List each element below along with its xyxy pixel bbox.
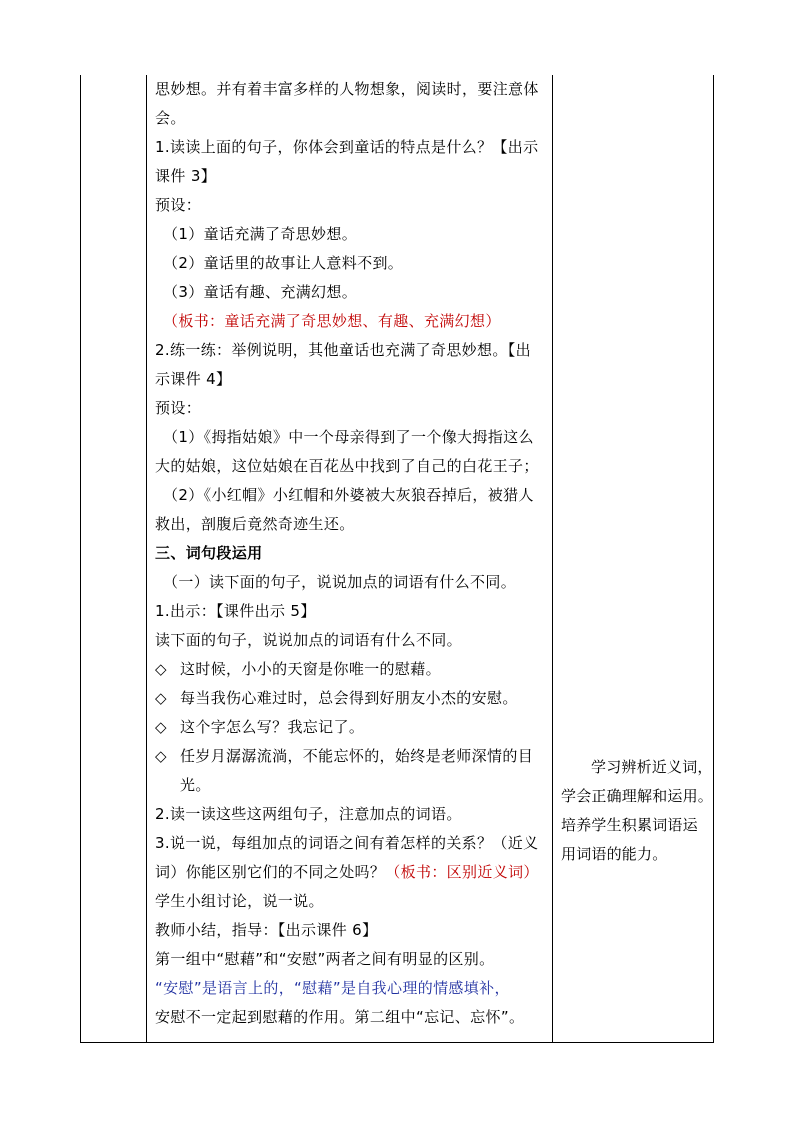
bullet-text: 这个字怎么写？我忘记了。 xyxy=(180,718,365,736)
text-line: 大的姑娘，这位姑娘在百花丛中找到了自己的白花王子； xyxy=(155,457,539,475)
text-line: 示课件 4】 xyxy=(155,370,232,388)
text-line: （2）《小红帽》小红帽和外婆被大灰狼吞掉后，被猎人 xyxy=(163,486,534,504)
intent-line: 培养学生积累词语运 xyxy=(561,816,698,834)
text-line: 教师小结，指导：【出示课件 6】 xyxy=(155,921,378,939)
bullet-item xyxy=(155,655,555,684)
bullet-continuation: 光。 xyxy=(180,776,211,794)
text-line: （1）童话充满了奇思妙想。 xyxy=(163,225,358,243)
intent-line: 学习辨析近义词， xyxy=(591,758,713,776)
table-border-right xyxy=(713,75,714,1043)
board-note: （板书：区别近义词） xyxy=(385,863,539,881)
text-line: 思妙想。并有着丰富多样的人物想象，阅读时，要注意体 xyxy=(155,80,539,98)
bullet-item xyxy=(155,713,555,742)
highlight-line: “安慰”是语言上的，“慰藉”是自我心理的情感填补， xyxy=(155,979,510,997)
text-line: 预设： xyxy=(155,196,202,214)
text-line: 2.读一读这些这两组句子，注意加点的词语。 xyxy=(155,805,462,823)
lesson-table xyxy=(80,75,714,1043)
text-span: 词）你能区别它们的不同之处吗？ xyxy=(155,863,386,881)
text-line: （2）童话里的故事让人意料不到。 xyxy=(163,254,404,272)
design-intent-cell xyxy=(561,753,714,869)
text-line: 学生小组讨论，说一说。 xyxy=(155,892,324,910)
text-line: 读下面的句子，说说加点的词语有什么不同。 xyxy=(155,631,463,649)
text-line: （3）童话有趣、充满幻想。 xyxy=(163,283,358,301)
text-line: 会。 xyxy=(155,109,186,127)
bullet-item xyxy=(155,742,555,771)
intent-line: 学会正确理解和运用。 xyxy=(561,787,714,805)
text-line: 安慰不一定起到慰藉的作用。第二组中“忘记、忘怀”。 xyxy=(155,1008,525,1026)
diamond-bullet-icon: ◇ xyxy=(155,747,167,765)
bullet-text: 每当我伤心难过时，总会得到好朋友小杰的安慰。 xyxy=(180,689,518,707)
text-line: 2.练一练：举例说明，其他童话也充满了奇思妙想。【出 xyxy=(155,341,531,359)
text-line xyxy=(155,858,555,887)
text-line: 1.读读上面的句子，你体会到童话的特点是什么？【出示 xyxy=(155,138,539,156)
bullet-item xyxy=(155,684,555,713)
text-line: 课件 3】 xyxy=(155,167,217,185)
diamond-bullet-icon: ◇ xyxy=(155,660,167,678)
teaching-process-cell xyxy=(155,75,555,1032)
table-border-left xyxy=(80,75,81,1043)
table-divider-1 xyxy=(146,75,147,1043)
bullet-text: 这时候，小小的天窗是你唯一的慰藉。 xyxy=(180,660,441,678)
section-heading: 三、词句段运用 xyxy=(155,544,263,562)
bullet-text: 任岁月潺潺流淌，不能忘怀的，始终是老师深情的目 xyxy=(180,747,534,765)
text-line: 3.说一说，每组加点的词语之间有着怎样的关系？（近义 xyxy=(155,834,539,852)
text-line: （一）读下面的句子，说说加点的词语有什么不同。 xyxy=(163,573,517,591)
text-line: （1）《拇指姑娘》中一个母亲得到了一个像大拇指这么 xyxy=(163,428,534,446)
diamond-bullet-icon: ◇ xyxy=(155,718,167,736)
board-note: （板书：童话充满了奇思妙想、有趣、充满幻想） xyxy=(163,312,501,330)
text-line: 救出，剖腹后竟然奇迹生还。 xyxy=(155,515,355,533)
diamond-bullet-icon: ◇ xyxy=(155,689,167,707)
text-line: 1.出示：【课件出示 5】 xyxy=(155,602,316,620)
text-line: 预设： xyxy=(155,399,202,417)
table-border-bottom xyxy=(80,1042,714,1043)
text-line: 第一组中“慰藉”和“安慰”两者之间有明显的区别。 xyxy=(155,950,495,968)
intent-line: 用词语的能力。 xyxy=(561,845,668,863)
